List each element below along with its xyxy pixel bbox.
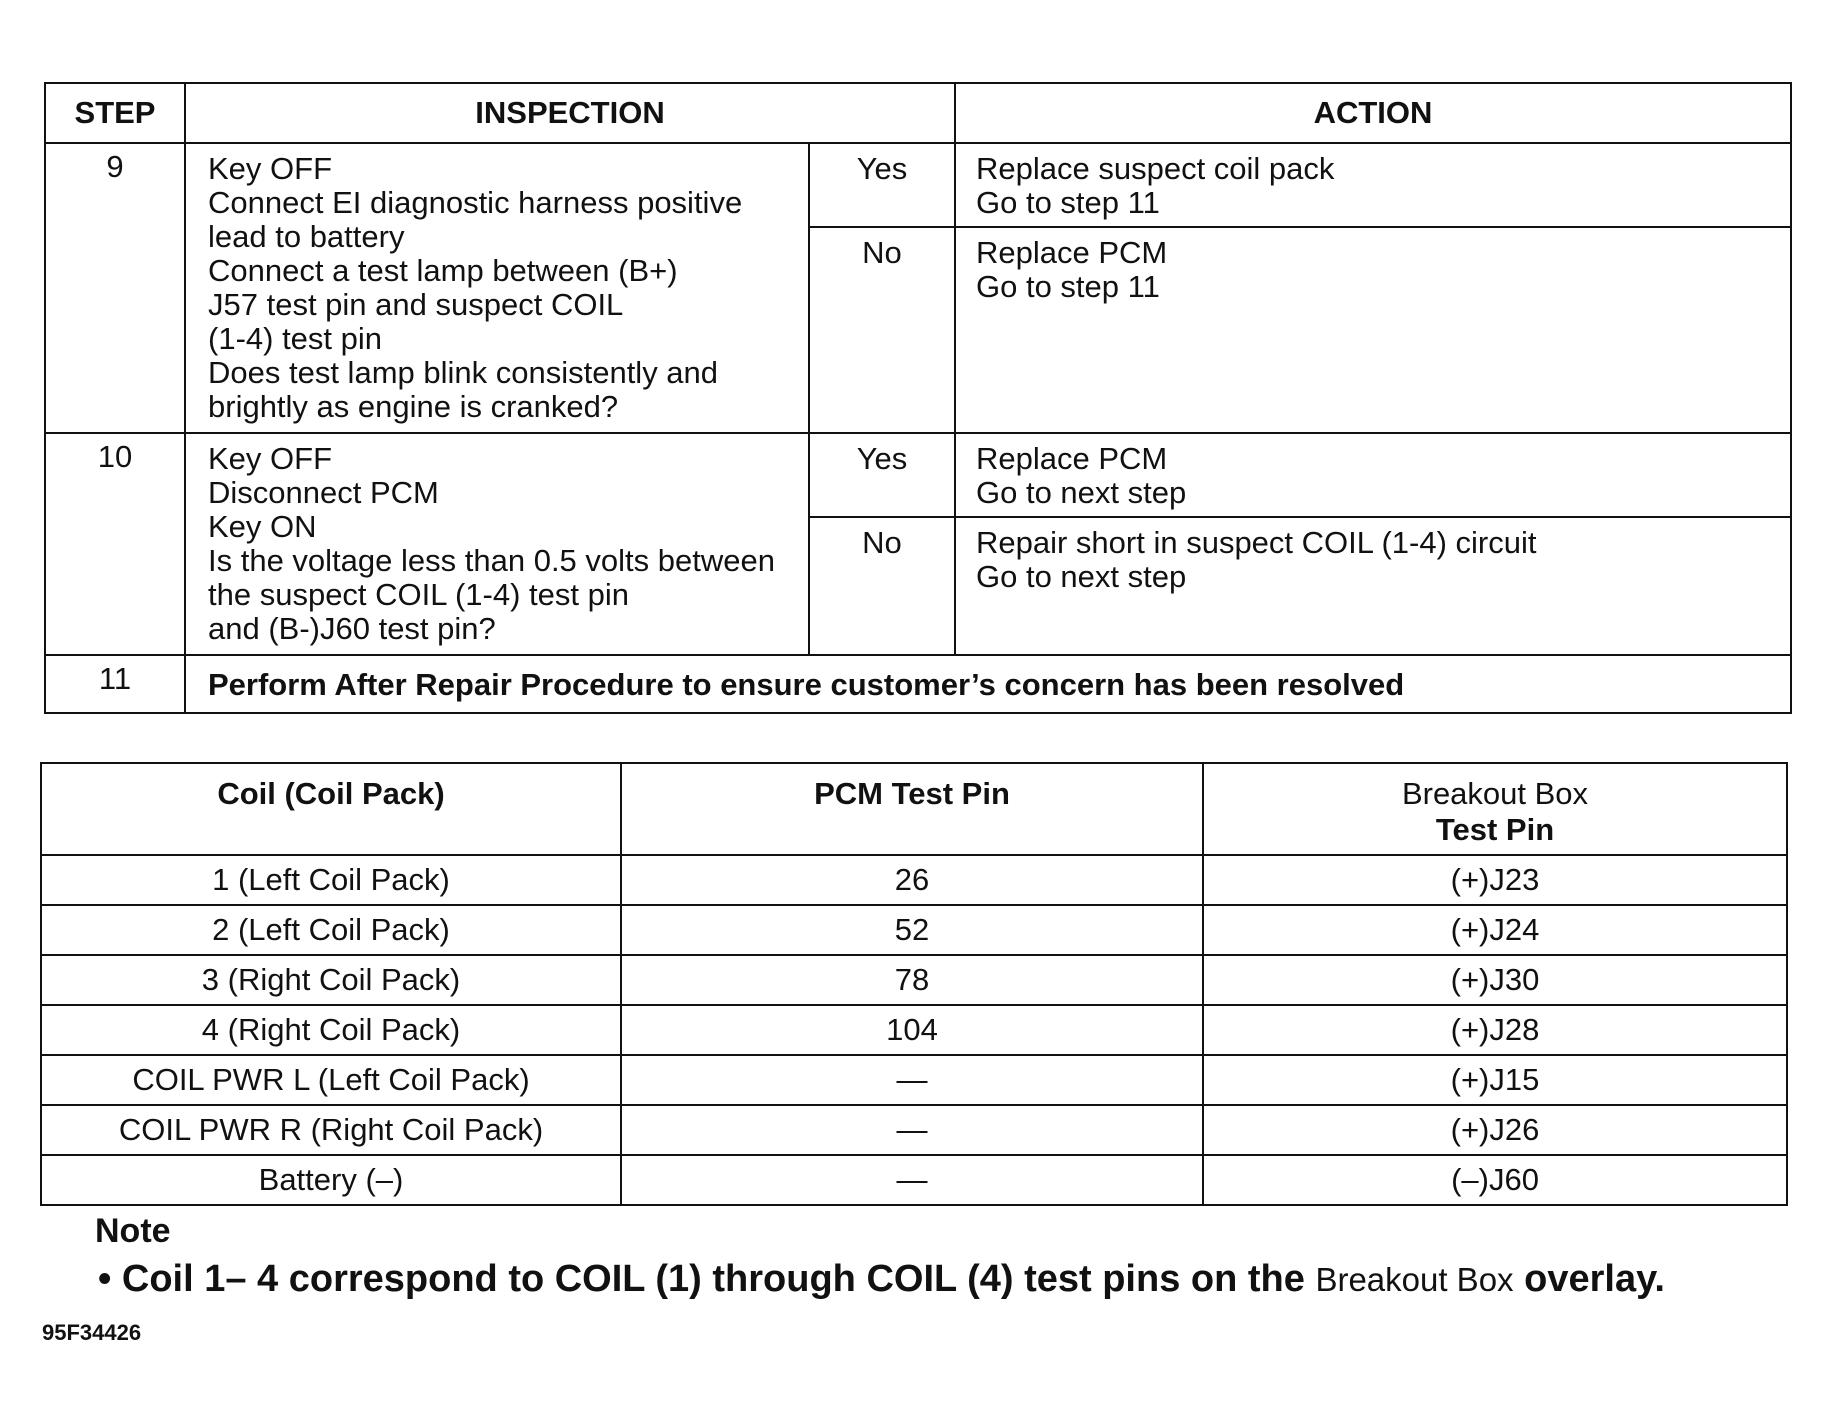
inspection-line: Is the voltage less than 0.5 volts between [208, 543, 775, 578]
yes-label: Yes [809, 143, 955, 227]
action-line: Go to step 11 [976, 269, 1160, 304]
action-line: Replace suspect coil pack [976, 151, 1335, 186]
step-number: 10 [45, 433, 185, 655]
breakout-cell: (–)J60 [1203, 1155, 1787, 1205]
coil-cell: 2 (Left Coil Pack) [41, 905, 621, 955]
breakout-cell: (+)J28 [1203, 1005, 1787, 1055]
inspection-header: INSPECTION [185, 83, 955, 143]
inspection-line: Connect EI diagnostic harness positive [208, 185, 743, 220]
table-row [41, 1105, 1787, 1155]
coil-pin-table [40, 762, 1788, 1206]
note-text-bold: Coil 1– 4 correspond to COIL (1) through COIL (4) test pins on the [121, 1258, 1305, 1300]
pcm-cell: 104 [621, 1005, 1203, 1055]
coil-cell: 4 (Right Coil Pack) [41, 1005, 621, 1055]
coil-header: Coil (Coil Pack) [41, 763, 621, 855]
yes-label: Yes [809, 433, 955, 517]
step-row [45, 655, 1791, 713]
coil-cell: 3 (Right Coil Pack) [41, 955, 621, 1005]
breakout-header-line2: Test Pin [1435, 812, 1555, 847]
pcm-cell: — [621, 1155, 1203, 1205]
breakout-cell: (+)J30 [1203, 955, 1787, 1005]
step-number: 9 [45, 143, 185, 433]
action-line: Go to next step [976, 475, 1187, 510]
inspection-line: (1-4) test pin [208, 321, 383, 356]
step-number: 11 [45, 655, 185, 713]
breakout-cell: (+)J26 [1203, 1105, 1787, 1155]
action-line: Replace PCM [976, 235, 1168, 270]
breakout-cell: (+)J15 [1203, 1055, 1787, 1105]
action-cell [955, 433, 1791, 517]
action-line: Go to step 11 [976, 185, 1160, 220]
coil-cell: Battery (–) [41, 1155, 621, 1205]
inspection-line: J57 test pin and suspect COIL [208, 287, 624, 322]
coil-cell: 1 (Left Coil Pack) [41, 855, 621, 905]
action-line: Go to next step [976, 559, 1187, 594]
breakout-cell: (+)J24 [1203, 905, 1787, 955]
inspection-line: the suspect COIL (1-4) test pin [208, 577, 629, 612]
figure-code: 95F34426 [42, 1320, 142, 1345]
table-row [41, 1055, 1787, 1105]
inspection-line: Disconnect PCM [208, 475, 439, 510]
step-row [45, 143, 1791, 227]
step-row [45, 433, 1791, 517]
action-cell [955, 143, 1791, 227]
action-line: Replace PCM [976, 441, 1168, 476]
coil-cell: COIL PWR R (Right Coil Pack) [41, 1105, 621, 1155]
bullet-glyph: • [98, 1258, 112, 1300]
inspection-line: Key ON [208, 509, 317, 544]
table-row [41, 855, 1787, 905]
step-header: STEP [45, 83, 185, 143]
pcm-cell: 26 [621, 855, 1203, 905]
inspection-cell [185, 433, 809, 655]
note-text-plain: Breakout Box [1315, 1261, 1514, 1298]
pcm-cell: 52 [621, 905, 1203, 955]
inspection-line: Key OFF [208, 441, 333, 476]
pcm-cell: 78 [621, 955, 1203, 1005]
inspection-line: and (B-)J60 test pin? [208, 611, 496, 646]
breakout-cell: (+)J23 [1203, 855, 1787, 905]
inspection-line: Key OFF [208, 151, 333, 186]
table-row [41, 955, 1787, 1005]
final-step-text: Perform After Repair Procedure to ensure customer’s concern has been resolved [185, 655, 1791, 713]
no-label: No [809, 517, 955, 655]
action-cell [955, 517, 1791, 655]
note-heading: Note [95, 1212, 171, 1250]
action-header: ACTION [955, 83, 1791, 143]
no-label: No [809, 227, 955, 433]
breakout-header [1203, 763, 1787, 855]
inspection-line: lead to battery [208, 219, 405, 254]
inspection-cell [185, 143, 809, 433]
pcm-cell: — [621, 1105, 1203, 1155]
breakout-header-line1: Breakout Box [1401, 776, 1589, 811]
action-line: Repair short in suspect COIL (1-4) circuit [976, 525, 1537, 560]
inspection-line: Does test lamp blink consistently and [208, 355, 719, 390]
table-row [41, 1005, 1787, 1055]
pcm-cell: — [621, 1055, 1203, 1105]
diagnostic-step-table [44, 82, 1792, 714]
inspection-line: brightly as engine is cranked? [208, 389, 619, 424]
action-cell [955, 227, 1791, 433]
pcm-pin-header: PCM Test Pin [621, 763, 1203, 855]
note-text-bold-end: overlay. [1524, 1258, 1665, 1300]
table-row [41, 1155, 1787, 1205]
table-row [41, 905, 1787, 955]
note-bullet-item [98, 1258, 1665, 1301]
coil-cell: COIL PWR L (Left Coil Pack) [41, 1055, 621, 1105]
inspection-line: Connect a test lamp between (B+) [208, 253, 678, 288]
